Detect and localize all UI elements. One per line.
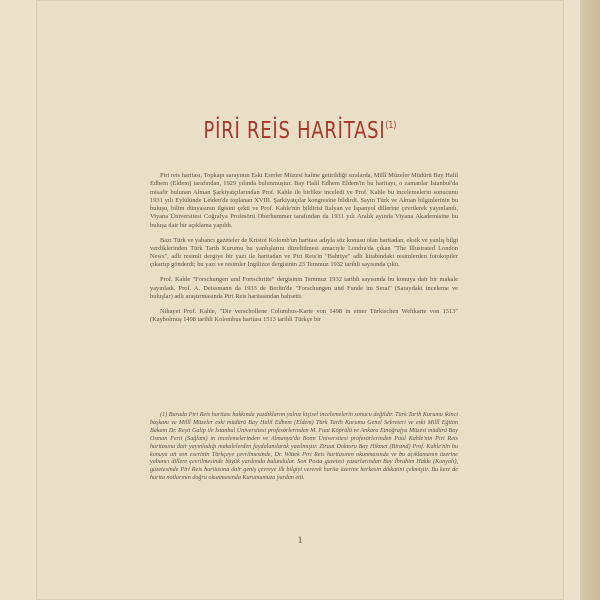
page-title	[66, 118, 534, 144]
footnote	[150, 412, 458, 483]
paragraph-3: Prof. Kahle "Forschungen und Fortschritte" dergisinin Temmuz 1932 tarihli sayısında bu konuya dair bir makale yayınladı. Prof. A. Deissmann da 1933 de Berlin'de "Forschungen und Funde im Serai" (Saraydaki inceleme ve buluşlar) adlı araştırmasında Piri Reis haritasından bahsetti.	[150, 276, 458, 300]
title-text: PİRİ REİS HARİTASI	[203, 118, 386, 144]
body-text	[150, 172, 458, 331]
footnote-text: (1) Burada Piri Reis haritası hakkında yazdıklarım yalnız kişisel incelemelerin sonucu değildir. Türk Tarih Kurumu ikinci başkanı ve Millî Müzeler eski müdürü Bay Halil Edhem (Eldem) Türk Tarih Kurumu Genel Sekreteri ve eski Millî Eğitim Bakanı Dr. Reşit Galip ile İstanbul Üniversitesi profesörlerinden M. Fuat Köprülü ve Ankara Etnoğrafya Müzesi müdürü Bay Osman Ferit (Sağlam) in incelemelerinden ve Almanya'da Bonn Üniversitesi profesörlerinden Paul Kahle'nin Piri Reis haritasına dair yayınladığı makalelerden faydalanılarak yazılmıştır. Ziraat Doktoru Bay Hikmet (Birand) Prof. Kahle'nin bu konuya ait son eserinin Türkçeye çevrilmesinde, Dr. Wittek Piri Reis haritasının okunmasında ve bu açıklamanın üzerine yabancı dillere çevrilmesinde büyük yardımda bulundular. Son Posta gazetesi yazarlarından Bay İbrahim Hakkı (Konyalı), gazetesinde Piri Reis haritasına dair geniş çevreye ilk bilgiyi vererek harita üzerine herkesin dikkatini çekmiştir. Bu kere de harita notlarının doğru okunmasında Kurumumuza yardım etti.	[150, 412, 458, 482]
paragraph-4: Nihayet Prof. Kahle, "Die verschollene Columbus-Karte von 1498 in einer Türkischen Weltkarte von 1513" (Kaybolmuş 1498 tarihli Kolombus haritası 1513 tarihli Türkçe bir	[150, 307, 458, 323]
page-number: 1	[297, 535, 303, 545]
page-edge	[580, 0, 600, 600]
title-footnote-marker: (1)	[385, 120, 397, 131]
paragraph-2: Bazı Türk ve yabancı gazeteler de Kristof Kolomb'un haritası adıyla söz konusu olan haritadan, eksik ve yanlış bilgi verdiklerinden Türk Tarih Kurumu bu yanlışlarını düzeltilmesi amacıyle Londra'da çıkan "The Illustrated London News", adlı resimli dergiye bir yazı ile haritadan ve Piri Reis'in "Bahriye" adlı kitabındaki resimlerden fotokopiler çıkartıp gönderdi; bu yazı ve resimler İngilizce dergisinin 23 Temmuz 1932 tarihli sayısında çıktı.	[150, 236, 458, 269]
paragraph-1: Piri reis haritası, Topkapı sarayının Eski Eserler Müzesi haline getirildiği sıralarda, Millî Müzeler Müdürü Bay Halil Edhem (Eldem) tarafından, 1929 yılında bulunmuştur. Bay Halil Edhem Eldem'in bu haritayı, o zamanlar İstanbul'da misafir bulunan Alman Şarkiyatçılarından Prof. Kahle ile birlikte inceledi ve Prof. Kahle bu incelemelerin sonucunu 1931 yılı Eylülünde Leiden'de toplanan XVIII. Şarkiyatçılar kongresine bildirdi. Sayın Türk ve Alman bilginlerinin bu buluşu, bilim dünyasının ilgisini çekti ve Prof. Kahle'nin bildirisi İtalyan ve İspanyol dillerine çevrilerek yayınlandı, Viyana Üniversitesi Coğrafya Profesörü Oberhummer tarafından da 1931 yılı Aralık ayında Viyana Akademisine bu buluşa dair bir açıklama yapıldı.	[150, 172, 458, 229]
